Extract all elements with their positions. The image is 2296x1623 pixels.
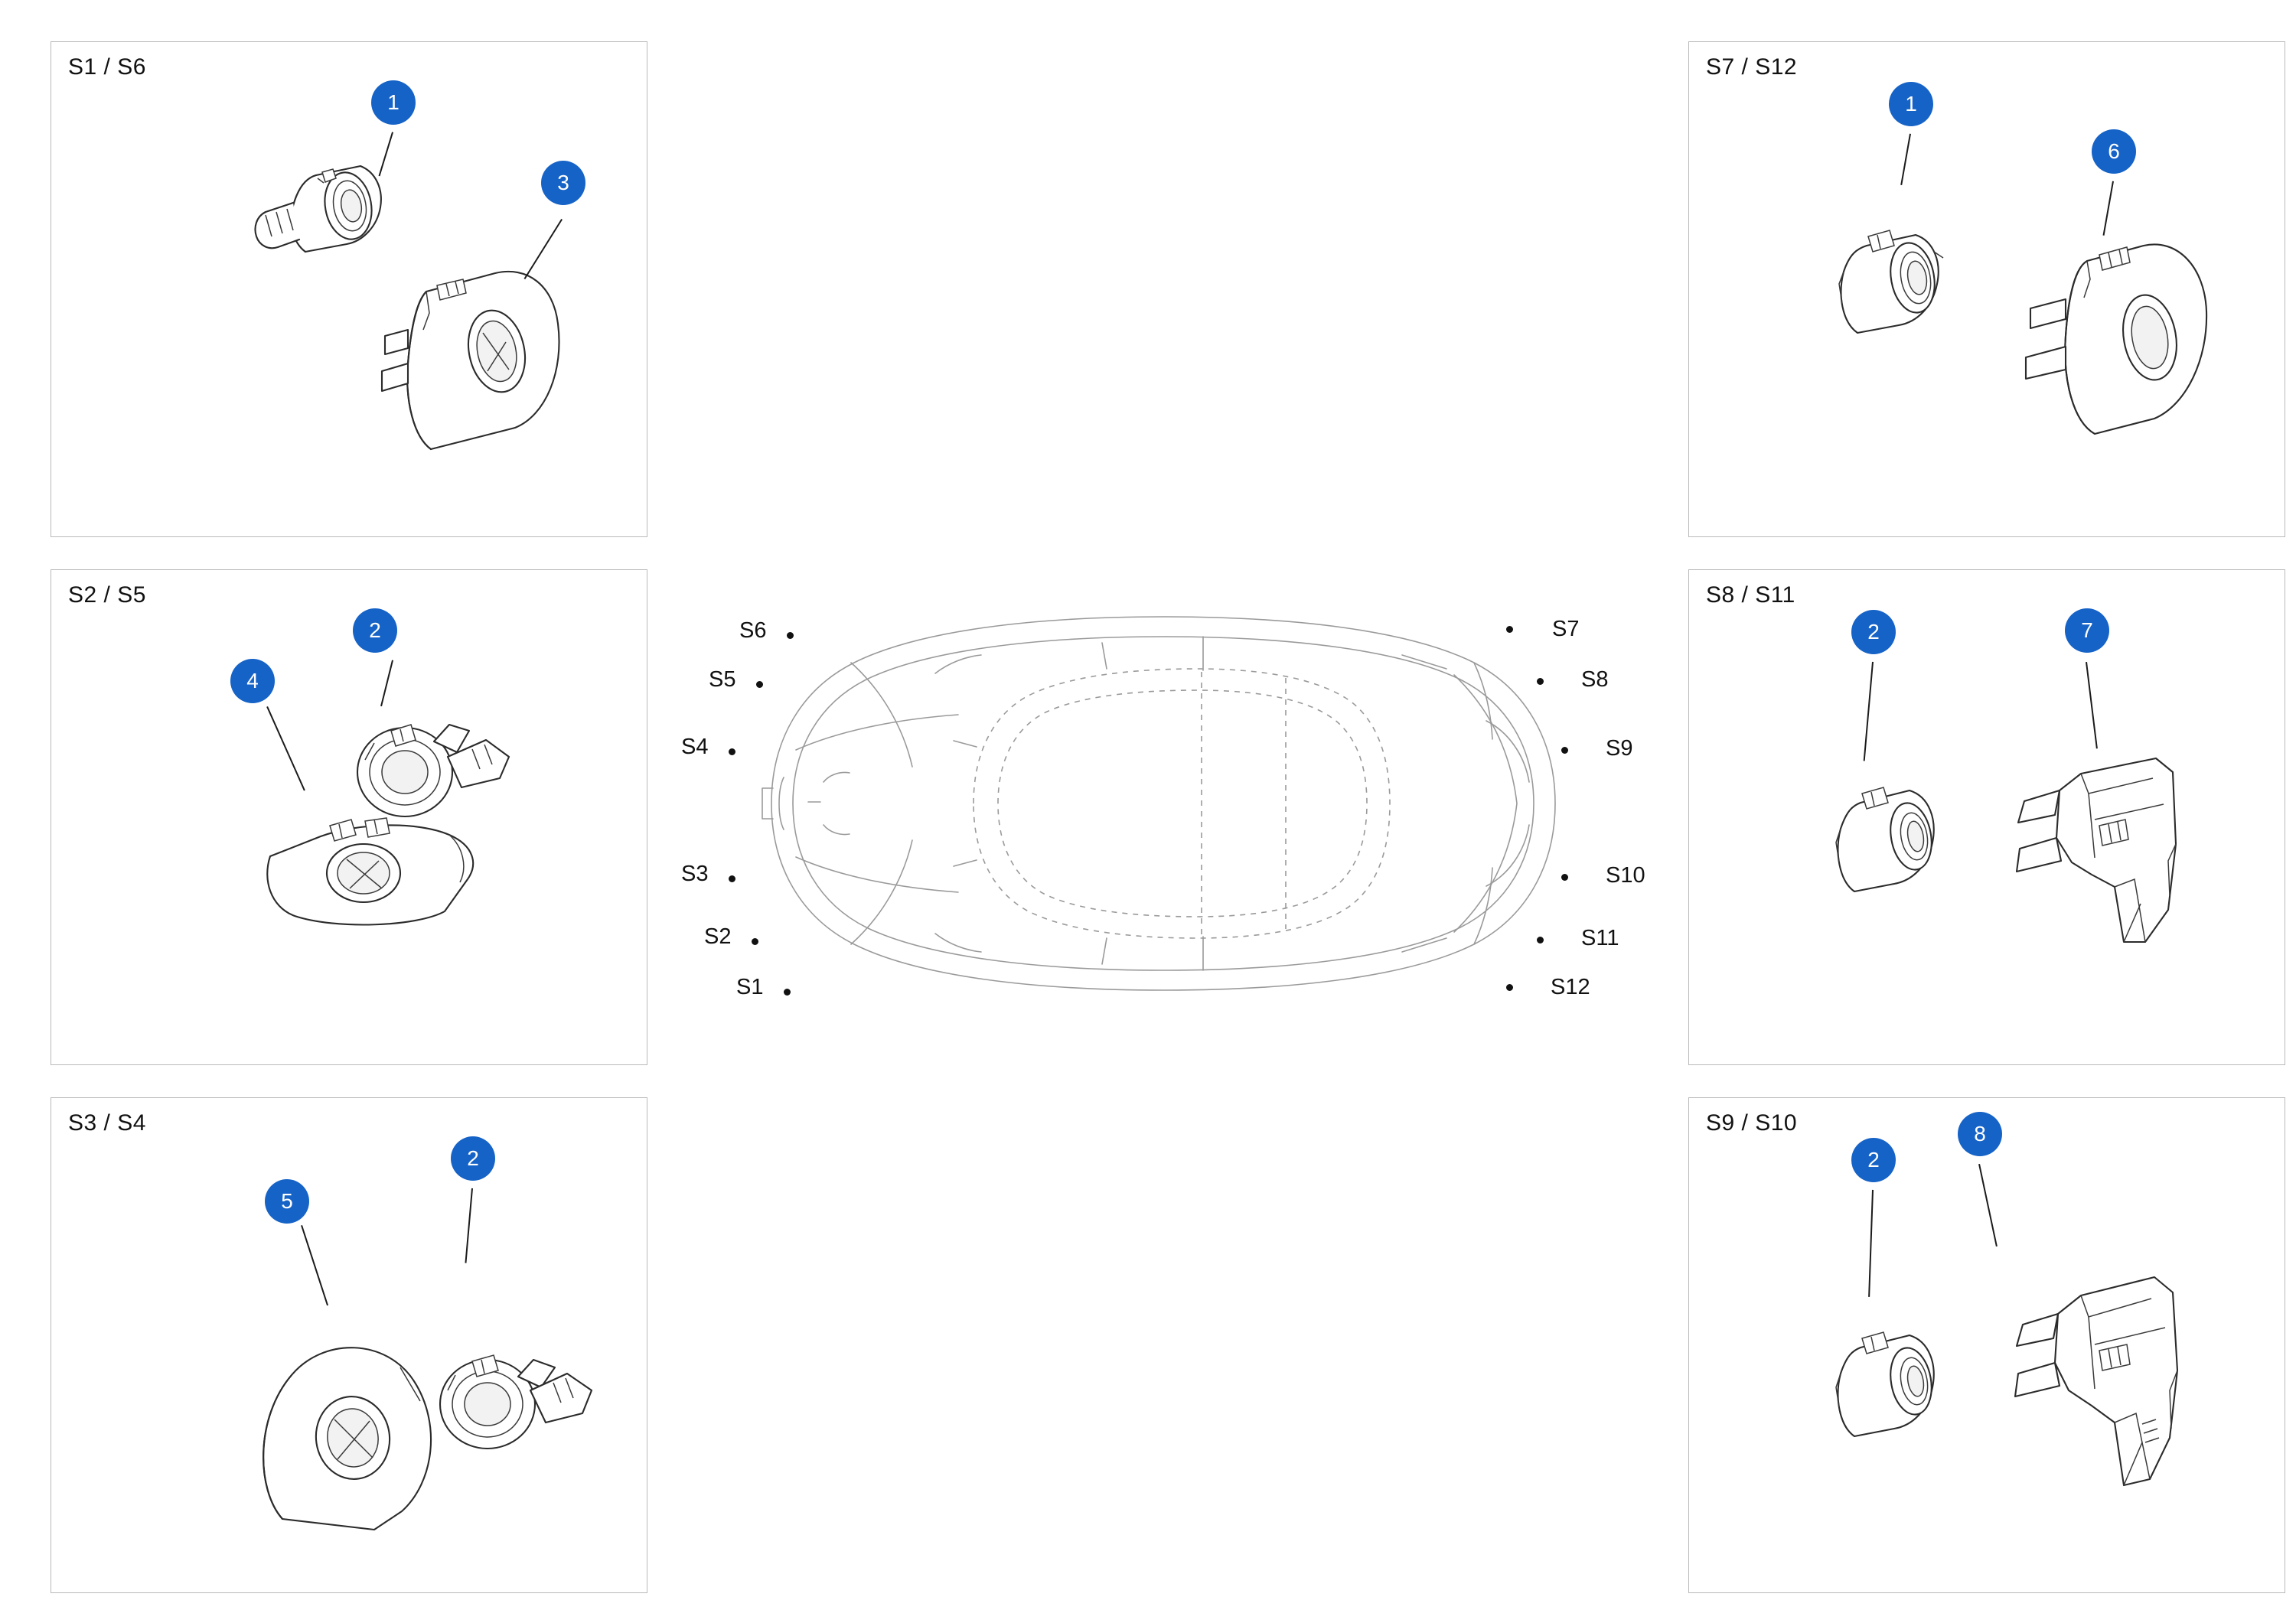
sensor-tick (1561, 874, 1568, 881)
sensor-tick (1537, 678, 1544, 685)
panel-s8-s11 (1688, 569, 2285, 1065)
callout-marker[interactable]: 2 (353, 608, 397, 653)
sensor-label-s8: S8 (1581, 667, 1609, 692)
panel-title: S2 / S5 (68, 582, 146, 608)
panel-title: S7 / S12 (1706, 54, 1798, 80)
callout-marker[interactable]: 2 (451, 1136, 495, 1181)
sensor-part-illustration (411, 1314, 633, 1482)
callout-marker[interactable]: 1 (371, 80, 416, 125)
leader-line (2086, 662, 2097, 748)
vehicle-top-view (673, 589, 1653, 1018)
leader-line (267, 706, 305, 790)
panel-title: S3 / S4 (68, 1110, 146, 1136)
callout-marker[interactable]: 7 (2065, 608, 2109, 653)
callout-marker[interactable]: 3 (541, 161, 585, 205)
callout-marker[interactable]: 2 (1851, 1138, 1896, 1182)
sensor-label-s9: S9 (1606, 736, 1633, 761)
callout-marker[interactable]: 1 (1889, 82, 1933, 126)
sensor-label-s4: S4 (681, 735, 709, 759)
leader-line (1978, 1164, 1997, 1247)
sensor-label-s5: S5 (709, 667, 736, 692)
sensor-tick (729, 875, 735, 882)
leader-line (1901, 134, 1911, 185)
callout-marker[interactable]: 5 (265, 1179, 309, 1224)
panel-s2-s5 (51, 569, 647, 1065)
sensor-label-s3: S3 (681, 862, 709, 886)
leader-line (465, 1188, 473, 1263)
panel-title: S8 / S11 (1706, 582, 1795, 608)
sensor-tick (729, 748, 735, 755)
callout-marker[interactable]: 6 (2092, 129, 2136, 174)
sensor-tick (752, 938, 758, 945)
bracket-part-illustration (380, 256, 633, 463)
sensor-label-s12: S12 (1551, 975, 1590, 999)
bracket-part-illustration (2014, 233, 2258, 455)
panel-s7-s12 (1688, 41, 2285, 537)
callout-marker[interactable]: 4 (230, 659, 275, 703)
panel-s3-s4 (51, 1097, 647, 1593)
sensor-label-s1: S1 (736, 975, 764, 999)
panel-s9-s10 (1688, 1097, 2285, 1593)
sensor-label-s11: S11 (1581, 926, 1619, 950)
sensor-tick (787, 632, 794, 639)
sensor-label-s6: S6 (739, 618, 767, 643)
leader-line (1864, 662, 1874, 761)
sensor-tick (1537, 937, 1544, 943)
sensor-tick (784, 989, 791, 996)
leader-line (1869, 1190, 1874, 1297)
sensor-tick (1561, 747, 1568, 754)
sensor-label-s2: S2 (704, 924, 732, 949)
callout-marker[interactable]: 8 (1958, 1112, 2002, 1156)
bracket-part-illustration (244, 800, 504, 968)
sensor-part-illustration (1818, 204, 2032, 357)
sensor-part-illustration (1821, 757, 2027, 910)
bracket-part-illustration (1992, 1256, 2260, 1516)
callout-marker[interactable]: 2 (1851, 610, 1896, 654)
leader-line (301, 1225, 328, 1305)
panel-s1-s6 (51, 41, 647, 537)
sensor-tick (756, 681, 763, 688)
sensor-tick (1506, 626, 1513, 633)
sensor-label-s10: S10 (1606, 863, 1645, 888)
panel-title: S9 / S10 (1706, 1110, 1798, 1136)
sensor-label-s7: S7 (1552, 617, 1580, 641)
sensor-tick (1506, 984, 1513, 991)
bracket-part-illustration (1998, 746, 2258, 976)
panel-title: S1 / S6 (68, 54, 146, 80)
leader-line (2103, 181, 2114, 236)
